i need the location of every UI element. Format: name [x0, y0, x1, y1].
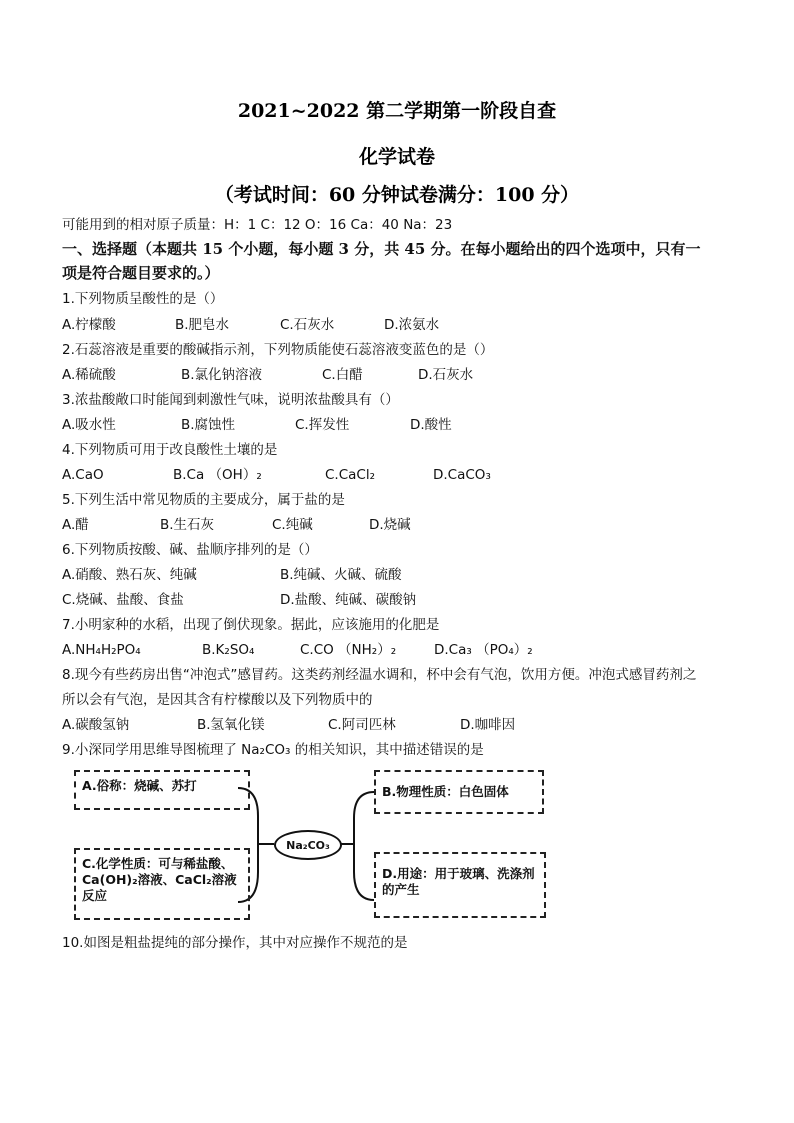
option: C.CO （NH₂）₂	[300, 642, 397, 658]
option: D.盐酸、纯碱、碳酸钠	[280, 592, 417, 608]
mindmap-box-d-line1: D.用途：用于玻璃、洗涤剂	[382, 866, 535, 881]
option: C.阿司匹林	[328, 717, 396, 733]
section-heading-line1: 一、选择题（本题共 15 个小题，每小题 3 分，共 45 分。在每小题给出的四个选项中，只有一	[62, 240, 701, 258]
mindmap-box-c-line3: 反应	[82, 888, 108, 903]
mindmap-box-b: B.物理性质：白色固体	[374, 770, 544, 814]
option: B.纯碱、火碱、硫酸	[280, 567, 402, 583]
option: A.NH₄H₂PO₄	[62, 642, 141, 658]
question-stem: 3.浓盐酸敞口时能闻到刺激性气味，说明浓盐酸具有（）	[62, 392, 399, 408]
option: B.腐蚀性	[181, 417, 236, 433]
exam-title: 2021~2022 第二学期第一阶段自查	[237, 100, 557, 122]
question-stem: 6.下列物质按酸、碱、盐顺序排列的是（）	[62, 542, 318, 558]
atomic-mass-note: 可能用到的相对原子质量：H：1 C：12 O：16 Ca：40 Na：23	[62, 217, 453, 233]
option: C.烧碱、盐酸、食盐	[62, 592, 184, 608]
question-stem: 5.下列生活中常见物质的主要成分，属于盐的是	[62, 492, 345, 508]
option: C.白醋	[322, 367, 363, 383]
option: B.生石灰	[160, 517, 215, 533]
mindmap-box-c-line1: C.化学性质：可与稀盐酸、	[82, 856, 234, 871]
option: B.氯化钠溶液	[181, 367, 263, 383]
mindmap-center-node: Na₂CO₃	[274, 830, 342, 860]
option: A.柠檬酸	[62, 317, 116, 333]
option: A.碳酸氢钠	[62, 717, 130, 733]
question-stem: 9.小深同学用思维导图梳理了 Na₂CO₃ 的相关知识，其中描述错误的是	[62, 742, 484, 758]
option: D.烧碱	[369, 517, 411, 533]
option: C.CaCl₂	[325, 467, 376, 483]
option: D.酸性	[410, 417, 452, 433]
option: C.纯碱	[272, 517, 313, 533]
mindmap-box-a: A.俗称：烧碱、苏打	[74, 770, 250, 810]
option: A.稀硫酸	[62, 367, 116, 383]
option: D.咖啡因	[460, 717, 516, 733]
question-stem: 7.小明家种的水稻，出现了倒伏现象。据此，应该施用的化肥是	[62, 617, 440, 633]
exam-subtitle: 化学试卷	[358, 146, 435, 168]
option: A.吸水性	[62, 417, 116, 433]
option: A.CaO	[62, 467, 104, 483]
mindmap-box-d-line2: 的产生	[382, 882, 420, 897]
mindmap-box-d	[374, 852, 546, 918]
option: B.肥皂水	[175, 317, 230, 333]
option: A.硝酸、熟石灰、纯碱	[62, 567, 197, 583]
mindmap-box-c-line2: Ca(OH)₂溶液、CaCl₂溶液	[82, 872, 237, 887]
option: B.Ca （OH）₂	[173, 467, 262, 483]
option: A.醋	[62, 517, 89, 533]
exam-info: （考试时间：60 分钟试卷满分：100 分）	[214, 184, 580, 206]
question-stem-continued: 所以会有气泡，是因其含有柠檬酸以及下列物质中的	[62, 692, 373, 708]
question-stem: 1.下列物质呈酸性的是（）	[62, 291, 224, 307]
option: D.石灰水	[418, 367, 474, 383]
mindmap-box-c	[74, 848, 250, 920]
option: C.挥发性	[295, 417, 350, 433]
option: B.K₂SO₄	[202, 642, 255, 658]
question-stem: 4.下列物质可用于改良酸性土壤的是	[62, 442, 278, 458]
option: B.氢氧化镁	[197, 717, 265, 733]
option: C.石灰水	[280, 317, 335, 333]
na2co3-mindmap	[62, 760, 562, 930]
option: D.CaCO₃	[433, 467, 491, 483]
option: D.Ca₃ （PO₄）₂	[434, 642, 533, 658]
section-heading-line2: 项是符合题目要求的。）	[62, 264, 220, 282]
question-stem: 10.如图是粗盐提纯的部分操作，其中对应操作不规范的是	[62, 935, 408, 951]
option: D.浓氨水	[384, 317, 440, 333]
question-stem: 8.现今有些药房出售“冲泡式”感冒药。这类药剂经温水调和，杯中会有气泡，饮用方便。冲泡式感冒药剂之	[62, 667, 697, 683]
question-stem: 2.石蕊溶液是重要的酸碱指示剂，下列物质能使石蕊溶液变蓝色的是（）	[62, 342, 494, 358]
